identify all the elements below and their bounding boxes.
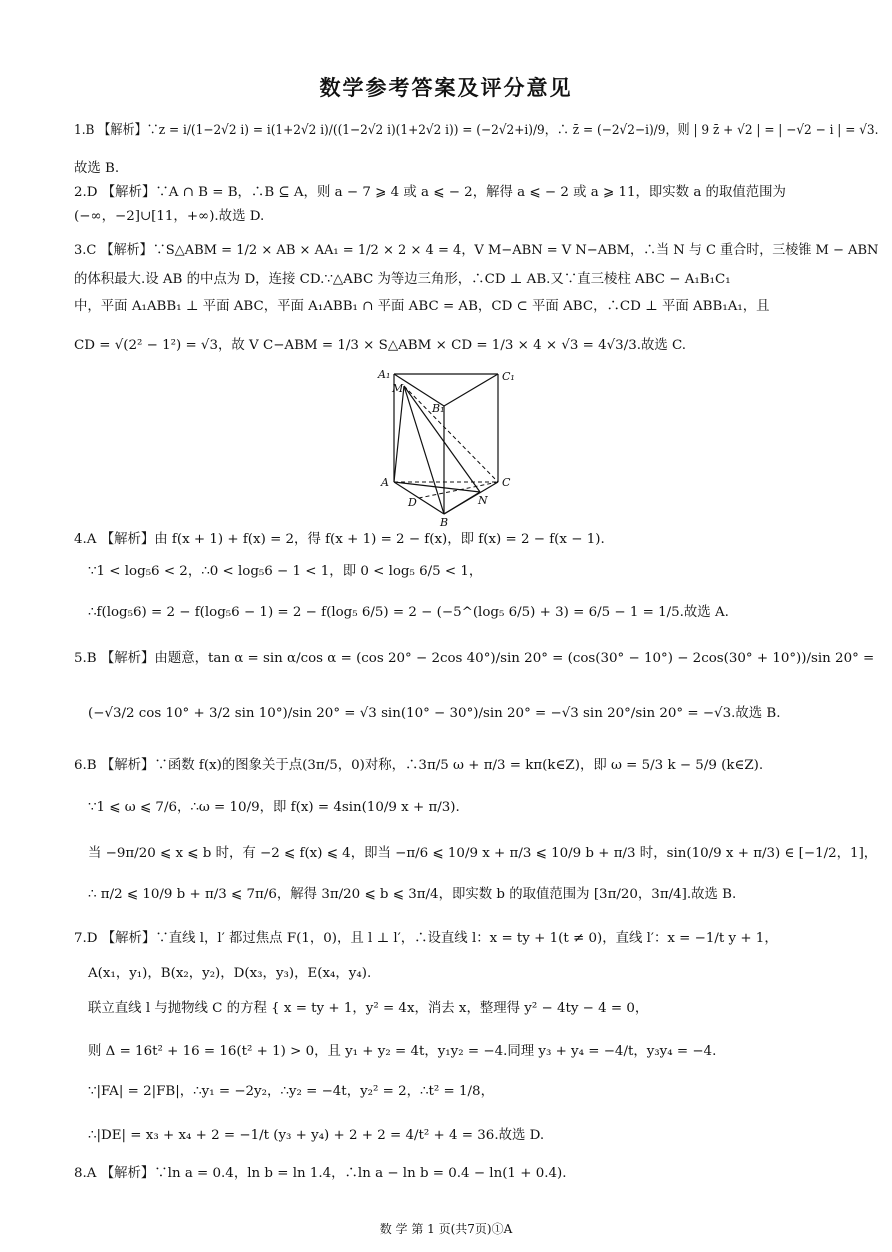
- label-n: N: [478, 494, 488, 507]
- answer-2-line-1: 2.D 【解析】∵A ∩ B = B，∴B ⊆ A，则 a − 7 ⩾ 4 或 a ⩽ − 2，解得 a ⩽ − 2 或 a ⩾ 11，即实数 a 的取值范围为: [74, 185, 786, 200]
- answer-3-line-2: 的体积最大.设 AB 的中点为 D，连接 CD.∵△ABC 为等边三角形，∴CD ⊥ AB.又∵直三棱柱 ABC − A₁B₁C₁: [74, 272, 731, 287]
- answer-3-line-4: CD = √(2² − 1²) = √3，故 V C−ABM = 1/3 × S△ABM × CD = 1/3 × 4 × √3 = 4√3/3.故选 C.: [74, 338, 687, 353]
- answer-7-line-1: 7.D 【解析】∵直线 l，l′ 都过焦点 F(1，0)，且 l ⊥ l′，∴设直线 l：x = ty + 1(t ≠ 0)，直线 l′：x = −1/t y + 1，: [74, 931, 778, 946]
- answer-1-line-2: 故选 B.: [74, 161, 120, 176]
- answer-6-line-3: 当 −9π/20 ⩽ x ⩽ b 时，有 −2 ⩽ f(x) ⩽ 4，即当 −π/6 ⩽ 10/9 x + π/3 ⩽ 10/9 b + π/3 时，sin(10/9 x + π/3) ∈ [−1/2，1]，: [88, 846, 878, 861]
- answer-3-line-3: 中，平面 A₁ABB₁ ⊥ 平面 ABC，平面 A₁ABB₁ ∩ 平面 ABC = AB，CD ⊂ 平面 ABC，∴CD ⊥ 平面 ABB₁A₁，且: [74, 299, 770, 314]
- answer-3-line-1: 3.C 【解析】∵S△ABM = 1/2 × AB × AA₁ = 1/2 × 2 × 4 = 4，V M−ABN = V N−ABM，∴当 N 与 C 重合时，三棱锥 M − ABN: [74, 243, 879, 258]
- label-b1: B₁: [432, 402, 445, 415]
- prism-figure: [372, 366, 532, 526]
- answer-7-line-6: ∴|DE| = x₃ + x₄ + 2 = −1/t (y₃ + y₄) + 2 + 2 = 4/t² + 4 = 36.故选 D.: [88, 1128, 545, 1143]
- label-a: A: [381, 476, 389, 489]
- label-m: M: [392, 382, 404, 395]
- answer-4-line-1: 4.A 【解析】由 f(x + 1) + f(x) = 2，得 f(x + 1) = 2 − f(x)，即 f(x) = 2 − f(x − 1).: [74, 532, 605, 547]
- answer-2-line-2: (−∞，−2]∪[11，+∞).故选 D.: [74, 209, 265, 224]
- answer-5-line-2: (−√3/2 cos 10° + 3/2 sin 10°)/sin 20° = √3 sin(10° − 30°)/sin 20° = −√3 sin 20°/sin 20° = −√3.故选 B.: [88, 706, 781, 721]
- label-c: C: [502, 476, 511, 489]
- page-title: 数学参考答案及评分意见: [319, 76, 573, 100]
- label-c1: C₁: [502, 370, 515, 383]
- answer-7-line-4: 则 Δ = 16t² + 16 = 16(t² + 1) > 0，且 y₁ + y₂ = 4t，y₁y₂ = −4.同理 y₃ + y₄ = −4/t，y₃y₄ = −4.: [88, 1044, 717, 1059]
- answer-5-line-1: 5.B 【解析】由题意，tan α = sin α/cos α = (cos 20° − 2cos 40°)/sin 20° = (cos(30° − 10°) − 2cos(30° + 10°))/sin 20° =: [74, 651, 875, 666]
- answer-1-line-1: 1.B 【解析】∵z = i/(1−2√2 i) = i(1+2√2 i)/((1−2√2 i)(1+2√2 i)) = (−2√2+i)/9，∴ z̄ = (−2√2−i)/9，则 | 9 z̄ + √2 | = | −√2 − i | = √3.: [74, 123, 879, 138]
- answer-7-line-5: ∵|FA| = 2|FB|，∴y₁ = −2y₂，∴y₂ = −4t，y₂² = 2，∴t² = 1/8，: [88, 1084, 494, 1099]
- answer-7-line-2: A(x₁，y₁)，B(x₂，y₂)，D(x₃，y₃)，E(x₄，y₄).: [88, 966, 372, 981]
- label-b: B: [440, 516, 449, 526]
- answer-6-line-2: ∵1 ⩽ ω ⩽ 7/6，∴ω = 10/9，即 f(x) = 4sin(10/9 x + π/3).: [88, 800, 460, 815]
- answer-4-line-3: ∴f(log₅6) = 2 − f(log₅6 − 1) = 2 − f(log₅ 6/5) = 2 − (−5^(log₅ 6/5) + 3) = 6/5 − 1 = 1/5.故选 A.: [88, 605, 729, 620]
- label-d: D: [408, 496, 417, 509]
- answer-6-line-4: ∴ π/2 ⩽ 10/9 b + π/3 ⩽ 7π/6，解得 3π/20 ⩽ b ⩽ 3π/4，即实数 b 的取值范围为 [3π/20，3π/4].故选 B.: [88, 887, 737, 902]
- label-a1: A₁: [378, 368, 391, 381]
- answer-7-line-3: 联立直线 l 与抛物线 C 的方程 { x = ty + 1，y² = 4x，消去 x，整理得 y² − 4ty − 4 = 0，: [88, 1001, 649, 1016]
- answer-4-line-2: ∵1 < log₅6 < 2，∴0 < log₅6 − 1 < 1，即 0 < log₅ 6/5 < 1，: [88, 564, 483, 579]
- answer-8-line-1: 8.A 【解析】∵ln a = 0.4，ln b = ln 1.4，∴ln a − ln b = 0.4 − ln(1 + 0.4).: [74, 1166, 567, 1181]
- page-footer: 数 学 第 1 页(共7页)①A: [379, 1222, 513, 1236]
- answer-6-line-1: 6.B 【解析】∵函数 f(x)的图象关于点(3π/5，0)对称，∴3π/5 ω + π/3 = kπ(k∈Z)，即 ω = 5/3 k − 5/9 (k∈Z).: [74, 758, 764, 773]
